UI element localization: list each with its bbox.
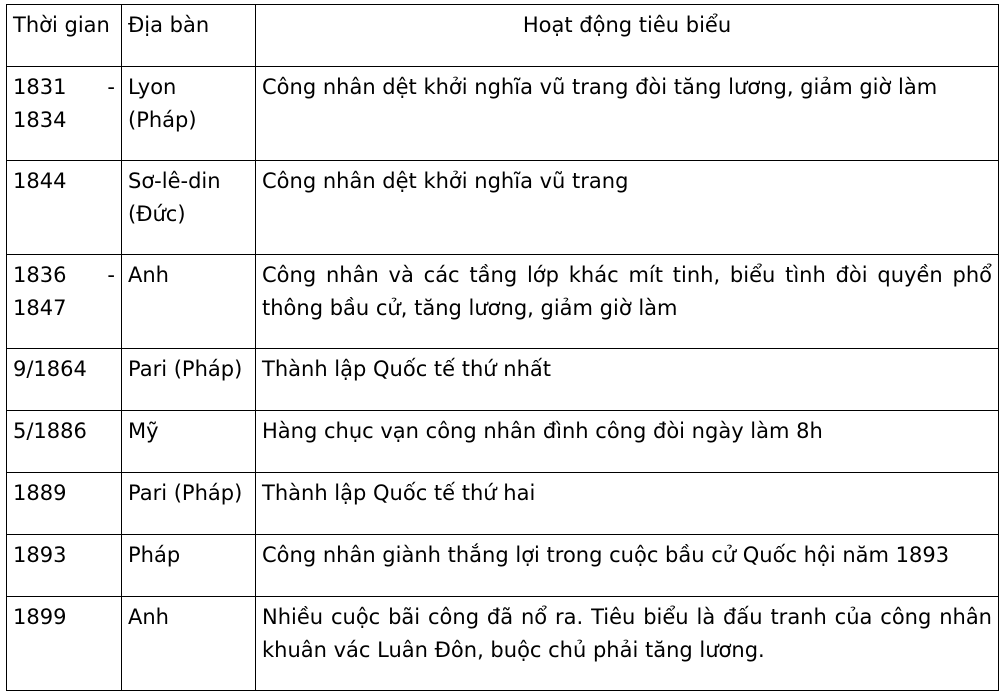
time-start: 9/1864	[13, 357, 87, 381]
table-row	[7, 411, 999, 473]
time-cell	[7, 473, 122, 535]
place-cell: Lyon (Pháp)	[122, 67, 256, 161]
activity-cell: Công nhân giành thắng lợi trong cuộc bầu cử Quốc hội năm 1893	[256, 535, 999, 597]
time-start: 1893	[13, 543, 67, 567]
table-header-row	[7, 5, 999, 67]
table-row	[7, 161, 999, 255]
activity-cell: Thành lập Quốc tế thứ nhất	[256, 349, 999, 411]
time-cell	[7, 67, 122, 161]
table-row	[7, 349, 999, 411]
activity-cell: Công nhân dệt khởi nghĩa vũ trang đòi tăng lương, giảm giờ làm	[256, 67, 999, 161]
time-start: 1844	[13, 169, 67, 193]
time-start: 1831	[13, 75, 67, 99]
activity-cell: Thành lập Quốc tế thứ hai	[256, 473, 999, 535]
time-cell	[7, 411, 122, 473]
time-dash: -	[107, 75, 115, 99]
time-cell	[7, 161, 122, 255]
time-start: 1899	[13, 605, 67, 629]
time-start: 1889	[13, 481, 67, 505]
time-end: 1834	[13, 108, 67, 132]
activity-cell: Hàng chục vạn công nhân đình công đòi ngày làm 8h	[256, 411, 999, 473]
time-dash: -	[107, 263, 115, 287]
activity-cell: Nhiều cuộc bãi công đã nổ ra. Tiêu biểu là đấu tranh của công nhân khuân vác Luân Đôn, buộc chủ phải tăng lương.	[256, 597, 999, 691]
table-row	[7, 597, 999, 691]
activity-cell: Công nhân dệt khởi nghĩa vũ trang	[256, 161, 999, 255]
header-place: Địa bàn	[122, 5, 256, 67]
activity-cell: Công nhân và các tầng lớp khác mít tinh, biểu tình đòi quyền phổ thông bầu cử, tăng lương, giảm giờ làm	[256, 255, 999, 349]
time-start: 5/1886	[13, 419, 87, 443]
time-cell	[7, 255, 122, 349]
header-activity: Hoạt động tiêu biểu	[256, 5, 999, 67]
time-end: 1847	[13, 296, 67, 320]
time-cell	[7, 535, 122, 597]
place-cell: Pari (Pháp)	[122, 473, 256, 535]
table-row	[7, 255, 999, 349]
time-start: 1836	[13, 263, 67, 287]
history-table	[6, 4, 999, 691]
time-cell	[7, 349, 122, 411]
place-cell: Anh	[122, 255, 256, 349]
table-row	[7, 473, 999, 535]
table-row	[7, 67, 999, 161]
place-cell: Anh	[122, 597, 256, 691]
place-cell: Sơ-lê-din (Đức)	[122, 161, 256, 255]
table-row	[7, 535, 999, 597]
time-cell	[7, 597, 122, 691]
place-cell: Pháp	[122, 535, 256, 597]
place-cell: Mỹ	[122, 411, 256, 473]
place-cell: Pari (Pháp)	[122, 349, 256, 411]
header-time: Thời gian	[7, 5, 122, 67]
